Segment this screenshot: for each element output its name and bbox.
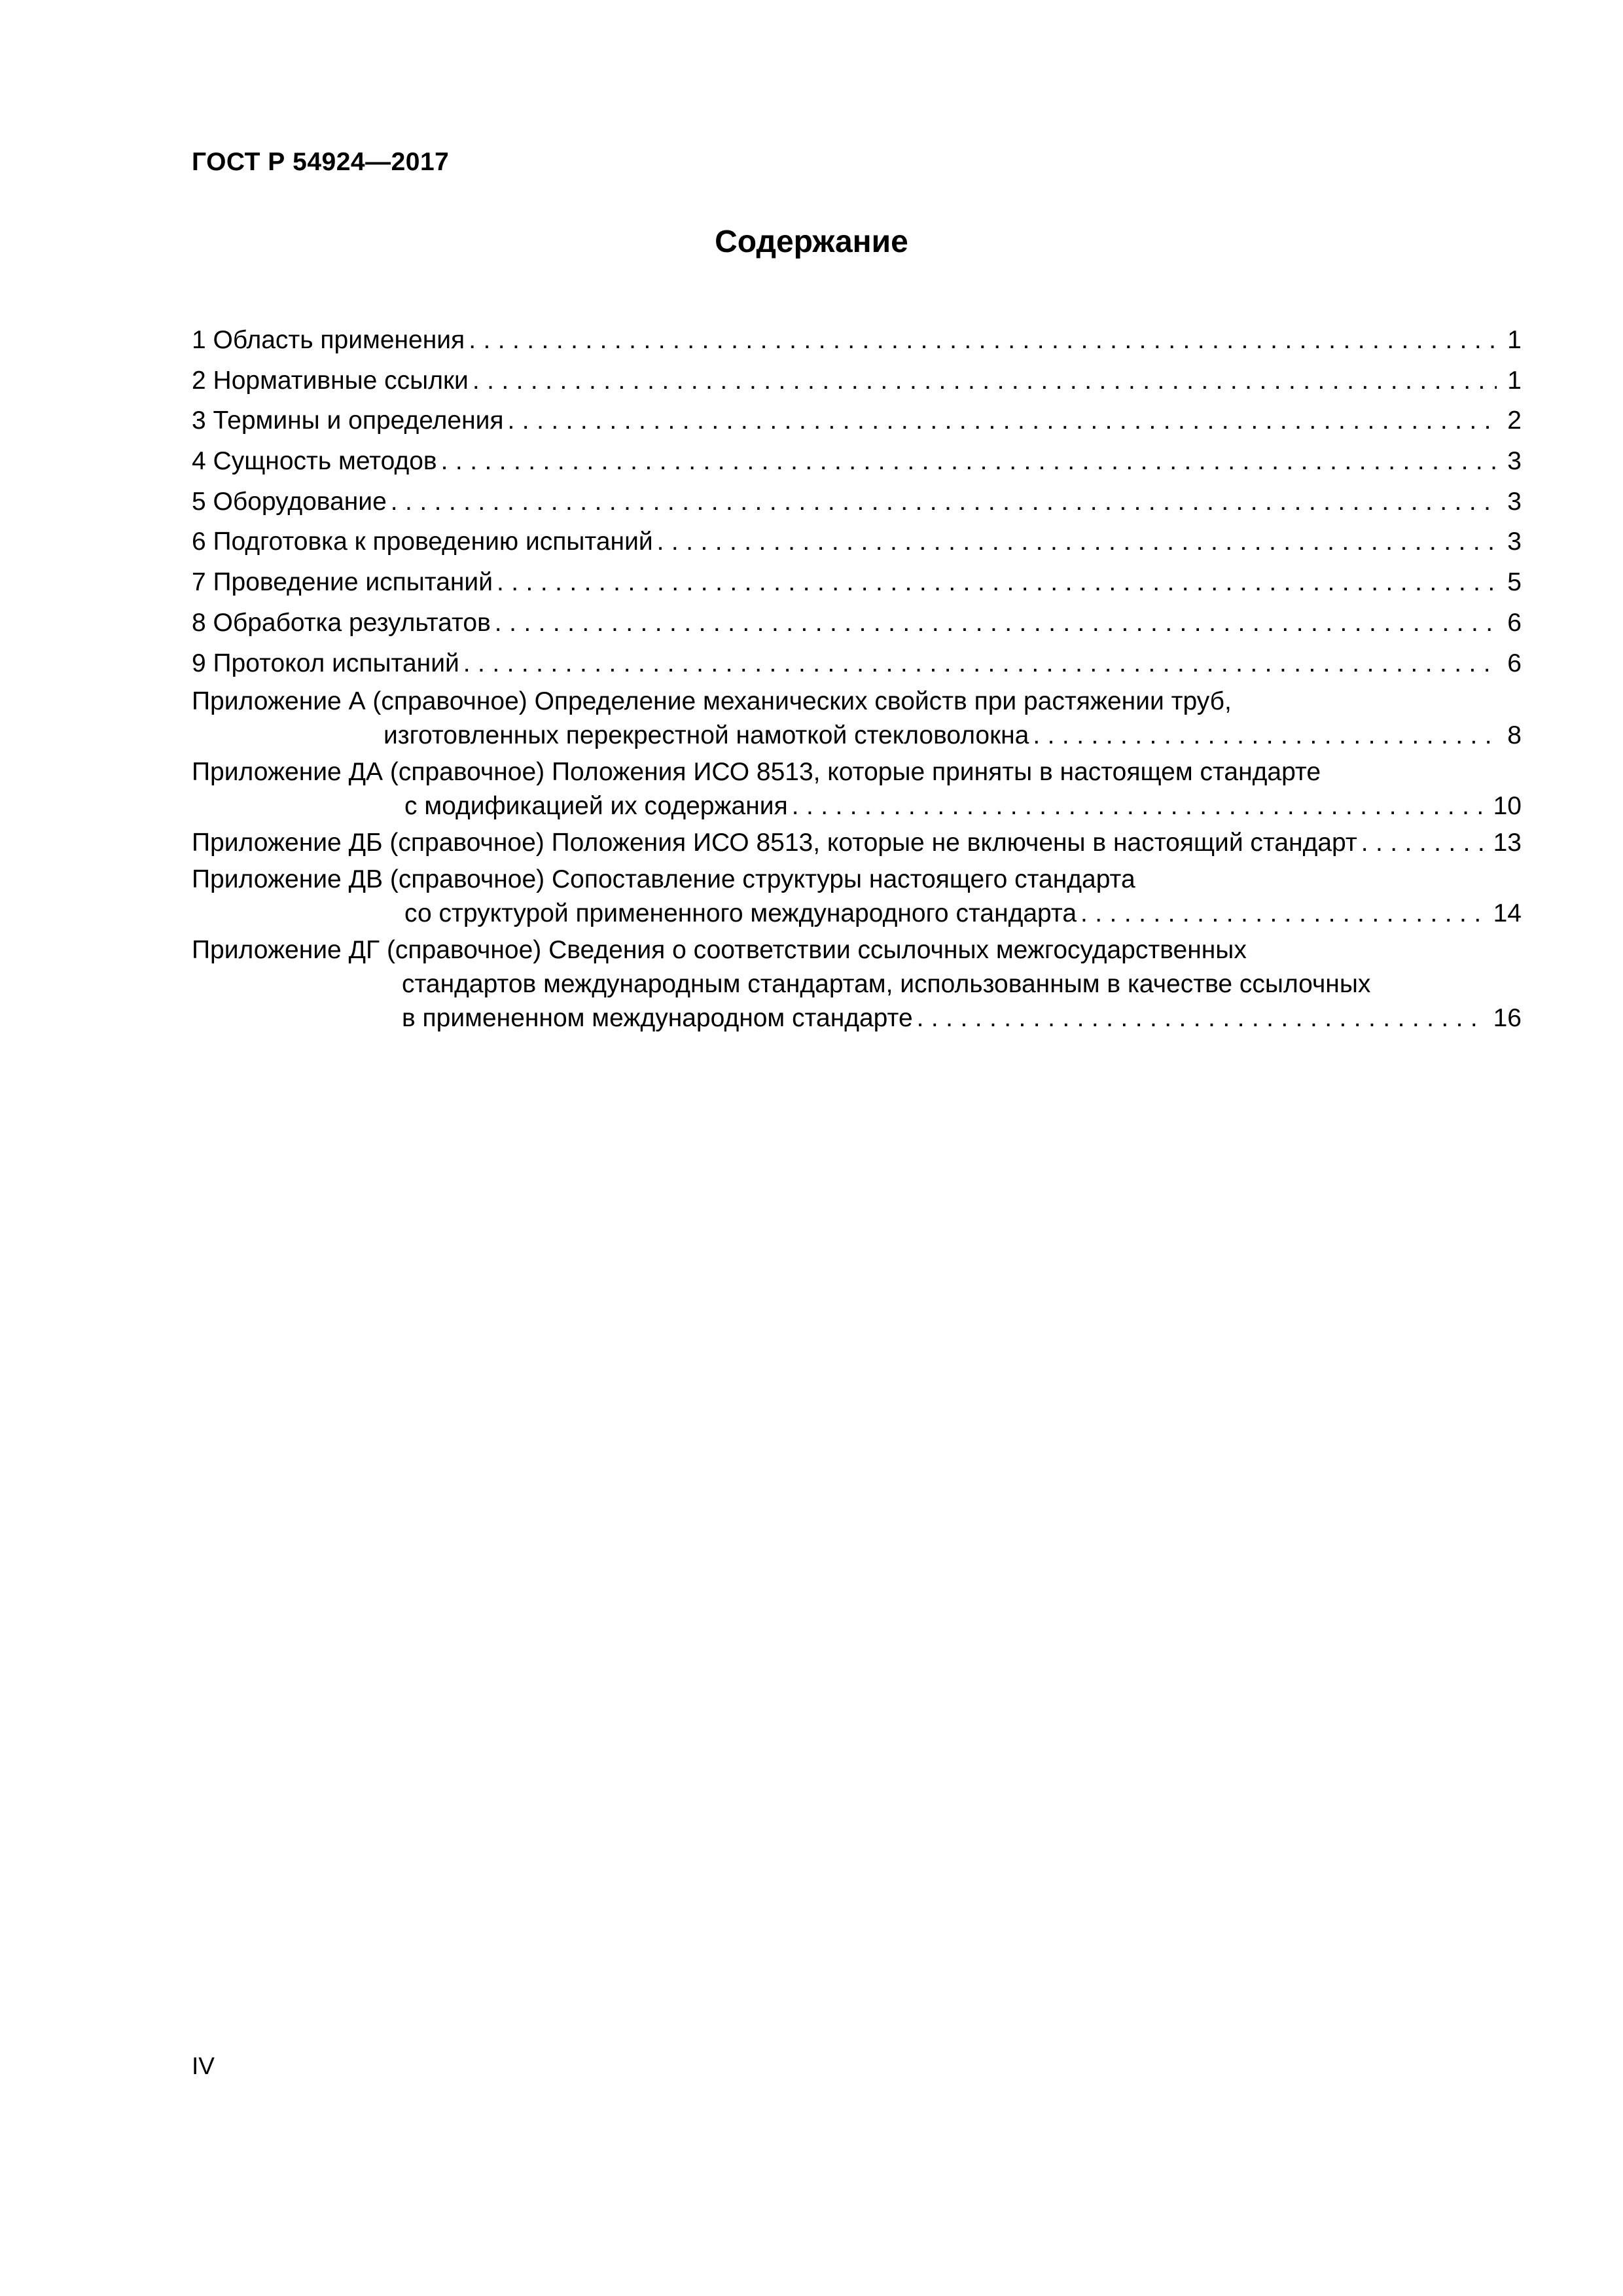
toc-entry-9[interactable] — [192, 645, 1522, 685]
toc-leader — [473, 362, 1497, 399]
toc-entry-8[interactable] — [192, 604, 1522, 645]
appendix-title-line: стандартов международным стандартам, использованным в качестве ссылочных — [402, 970, 1371, 999]
toc-leader — [1033, 719, 1497, 753]
appendix-title-line: в примененном международном стандарте — [402, 1004, 913, 1033]
appendix-title-line: Приложение ДБ (справочное) Положения ИСО 8513, которые не включены в настоящий стандарт — [192, 829, 1357, 857]
toc-entry-5[interactable] — [192, 483, 1522, 524]
toc-entry-page: 2 — [1507, 406, 1522, 435]
toc-entry-1[interactable] — [192, 321, 1522, 362]
toc-entry-label: 7 Проведение испытаний — [192, 568, 493, 597]
toc-entry-3[interactable] — [192, 402, 1522, 442]
toc-entry-page: 6 — [1507, 649, 1522, 677]
appendix-title-line: Приложение ДА (справочное) Положения ИСО 8513, которые приняты в настоящем стандарте — [192, 758, 1321, 787]
toc-entry-page: 6 — [1507, 608, 1522, 637]
toc-leader — [463, 645, 1497, 682]
toc-leader — [1361, 826, 1487, 860]
toc-entry-4[interactable] — [192, 442, 1522, 483]
appendix-title-line: со структурой примененного международного стандарта — [404, 899, 1077, 928]
toc-leader — [441, 442, 1497, 480]
toc-entry-page: 14 — [1493, 899, 1522, 928]
toc-entry-page: 10 — [1493, 792, 1522, 821]
toc-entry-label: 1 Область применения — [192, 326, 465, 354]
appendix-title-line: с модификацией их содержания — [404, 792, 788, 821]
toc-entry-2[interactable] — [192, 362, 1522, 403]
toc-leader — [495, 604, 1497, 641]
toc-leader — [469, 321, 1497, 359]
toc-leader — [497, 564, 1497, 601]
toc-leader — [792, 789, 1487, 823]
appendix-title-line: изготовленных перекрестной намоткой стекловолокна — [383, 721, 1029, 750]
toc-entry-page: 1 — [1507, 366, 1522, 395]
toc-entry-label: 9 Протокол испытаний — [192, 649, 459, 677]
toc-entry-page: 3 — [1507, 447, 1522, 476]
toc-appendix-dv[interactable] — [192, 863, 1522, 931]
toc-appendix-db[interactable] — [192, 826, 1522, 860]
toc-entry-page: 8 — [1507, 721, 1522, 750]
toc-leader — [657, 523, 1497, 560]
toc-appendix-a[interactable] — [192, 685, 1522, 753]
toc-entry-page: 3 — [1507, 528, 1522, 556]
toc-entry-label: 5 Оборудование — [192, 487, 387, 516]
toc-entry-7[interactable] — [192, 564, 1522, 604]
toc-entry-label: 8 Обработка результатов — [192, 608, 491, 637]
toc-entry-page: 3 — [1507, 487, 1522, 516]
document-header: ГОСТ Р 54924—2017 — [192, 148, 450, 176]
toc-entry-label: 3 Термины и определения — [192, 406, 504, 435]
page-title: Содержание — [715, 224, 908, 259]
table-of-contents — [192, 321, 1522, 1038]
toc-entry-page: 1 — [1507, 326, 1522, 354]
toc-appendix-da[interactable] — [192, 755, 1522, 823]
toc-leader — [917, 1001, 1487, 1035]
appendix-title-line: Приложение ДГ (справочное) Сведения о соответствии ссылочных межгосударственных — [192, 936, 1247, 965]
toc-entry-page: 5 — [1507, 568, 1522, 597]
toc-appendix-dg[interactable] — [192, 933, 1522, 1035]
toc-entry-label: 4 Сущность методов — [192, 447, 437, 476]
toc-leader — [391, 483, 1497, 520]
appendix-title-line: Приложение ДВ (справочное) Сопоставление структуры настоящего стандарта — [192, 865, 1135, 894]
appendix-title-line: Приложение А (справочное) Определение механических свойств при растяжении труб, — [192, 687, 1232, 716]
toc-leader — [508, 402, 1497, 439]
toc-entry-label: 2 Нормативные ссылки — [192, 366, 469, 395]
toc-leader — [1080, 897, 1487, 931]
toc-entry-page: 16 — [1493, 1004, 1522, 1033]
toc-entry-label: 6 Подготовка к проведению испытаний — [192, 528, 653, 556]
toc-entry-6[interactable] — [192, 523, 1522, 564]
toc-entry-page: 13 — [1493, 829, 1522, 857]
page-number: IV — [192, 2053, 215, 2079]
